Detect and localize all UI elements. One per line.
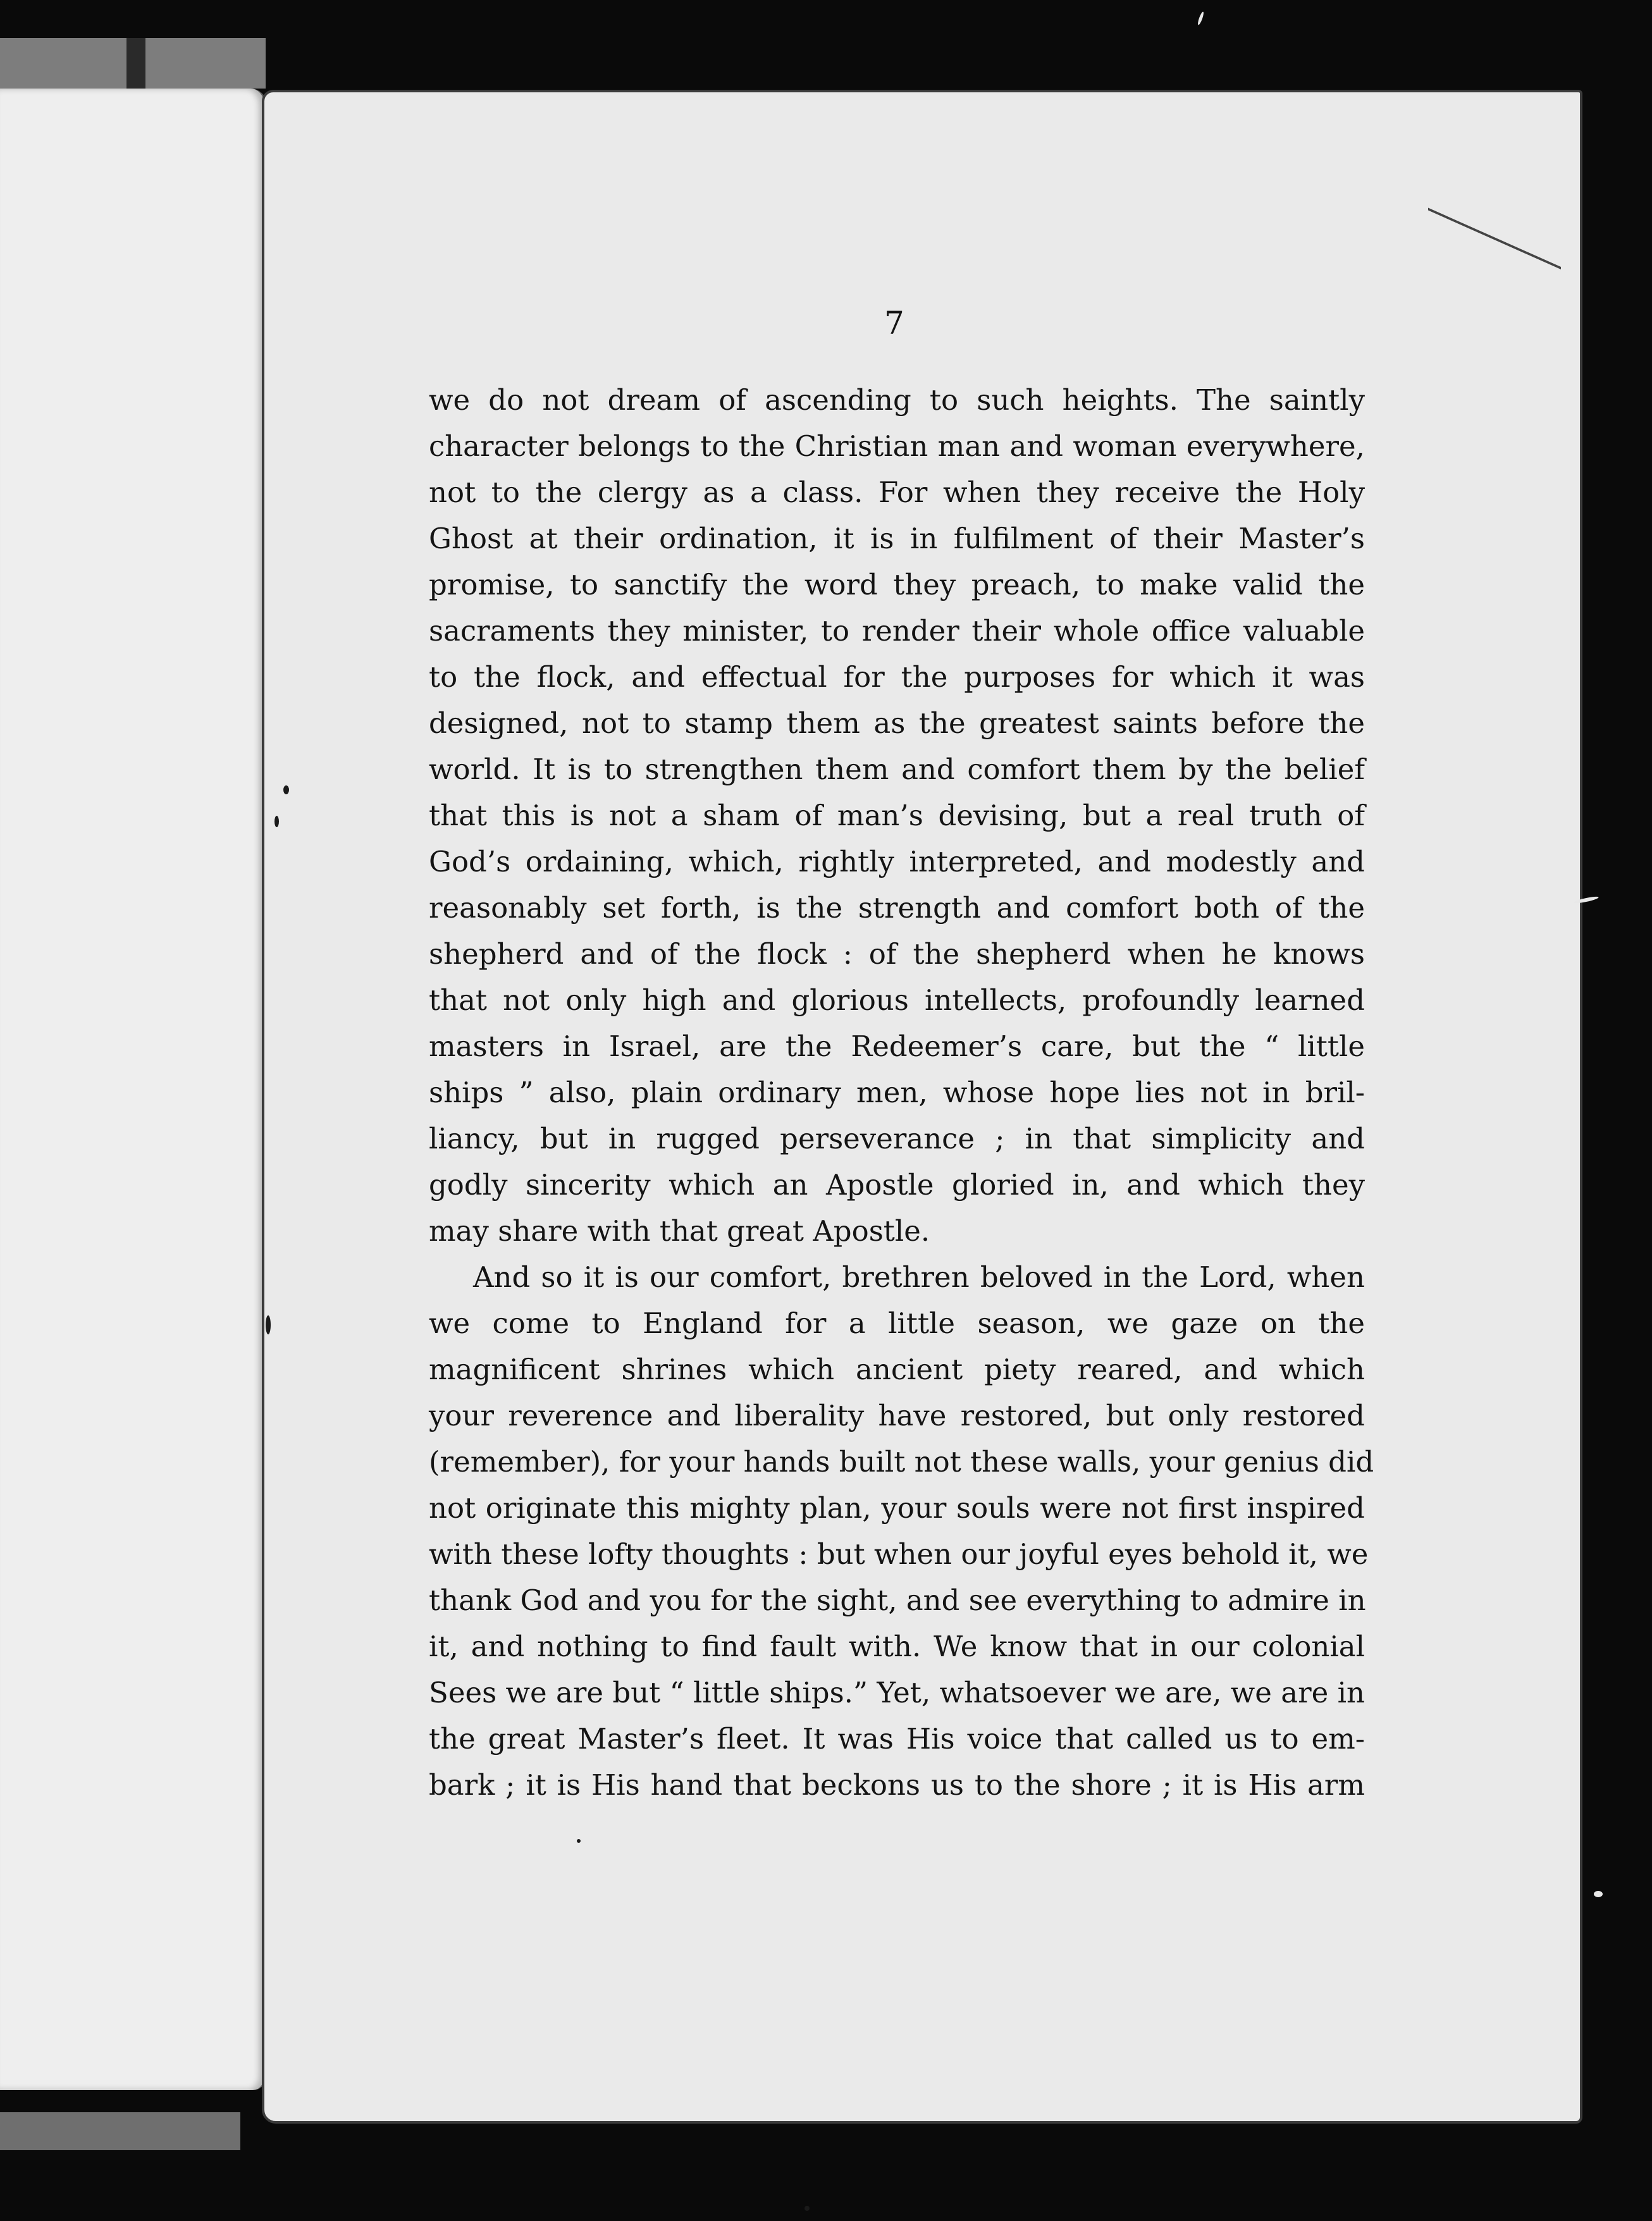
body-line: masters in Israel, are the Redeemer’s care, but the “ little xyxy=(429,1030,1365,1063)
page-number: 7 xyxy=(884,305,904,341)
body-line: not originate this mighty plan, your souls were not first inspired xyxy=(429,1491,1365,1525)
body-line: God’s ordaining, which, rightly interpreted, and modestly and xyxy=(429,845,1365,878)
body-line: it, and nothing to find fault with. We know that in our colonial xyxy=(429,1630,1365,1663)
body-line: ships ” also, plain ordinary men, whose hope lies not in bril- xyxy=(429,1076,1365,1109)
scan-speck xyxy=(1594,1891,1603,1897)
body-line: (remember), for your hands built not these walls, your genius did xyxy=(429,1445,1374,1479)
body-line: promise, to sanctify the word they preach, to make valid the xyxy=(429,568,1365,601)
body-line: designed, not to stamp them as the greatest saints before the xyxy=(429,706,1365,740)
body-line: to the flock, and effectual for the purposes for which it was xyxy=(429,660,1365,694)
body-line: magnificent shrines which ancient piety reared, and which xyxy=(429,1353,1365,1386)
body-line: that not only high and glorious intellects, profoundly learned xyxy=(429,983,1365,1017)
body-line: not to the clergy as a class. For when they receive the Holy xyxy=(429,476,1365,509)
body-line: reasonably set forth, is the strength and comfort both of the xyxy=(429,891,1365,925)
bottom-strip xyxy=(0,2112,240,2150)
scan-speck xyxy=(1197,11,1204,25)
scan-speck xyxy=(274,816,279,827)
body-line: the great Master’s fleet. It was His voice that called us to em- xyxy=(429,1722,1365,1756)
body-line: with these lofty thoughts : but when our joyful eyes behold it, we xyxy=(429,1537,1369,1571)
body-line: shepherd and of the flock : of the shepherd when he knows xyxy=(429,937,1365,971)
body-line: godly sincerity which an Apostle gloried in, and which they xyxy=(429,1168,1365,1202)
left-page-text xyxy=(0,89,95,2090)
left-facing-page xyxy=(0,89,267,2090)
scan-speck xyxy=(266,1315,271,1334)
body-line: liancy, but in rugged perseverance ; in that simplicity and xyxy=(429,1122,1365,1155)
body-line: we do not dream of ascending to such heights. The saintly xyxy=(429,383,1365,417)
body-line: that this is not a sham of man’s devising, but a real truth of xyxy=(429,799,1365,832)
body-line: we come to England for a little season, we gaze on the xyxy=(429,1307,1365,1340)
body-line: sacraments they minister, to render their whole office valuable xyxy=(429,614,1365,648)
body-line: bark ; it is His hand that beckons us to the shore ; it is His arm xyxy=(429,1768,1365,1802)
binding-strip-dark xyxy=(126,38,145,89)
body-line: And so it is our comfort, brethren beloved in the Lord, when xyxy=(473,1260,1365,1294)
body-line: character belongs to the Christian man and woman everywhere, xyxy=(429,429,1365,463)
body-line: may share with that great Apostle. xyxy=(429,1214,930,1248)
page-body-text xyxy=(429,377,1374,1808)
scan-speck xyxy=(577,1839,581,1843)
body-line: Ghost at their ordination, it is in fulfilment of their Master’s xyxy=(429,522,1365,555)
page-corner-fold xyxy=(1428,126,1561,269)
body-line: thank God and you for the sight, and see everything to admire in xyxy=(429,1584,1366,1617)
body-line: Sees we are but “ little ships.” Yet, whatsoever we are, we are in xyxy=(429,1676,1365,1709)
body-line: your reverence and liberality have restored, but only restored xyxy=(429,1399,1365,1432)
body-line: world. It is to strengthen them and comfort them by the belief xyxy=(429,753,1365,786)
scan-speck xyxy=(283,785,289,794)
scan-speck xyxy=(804,2206,810,2211)
